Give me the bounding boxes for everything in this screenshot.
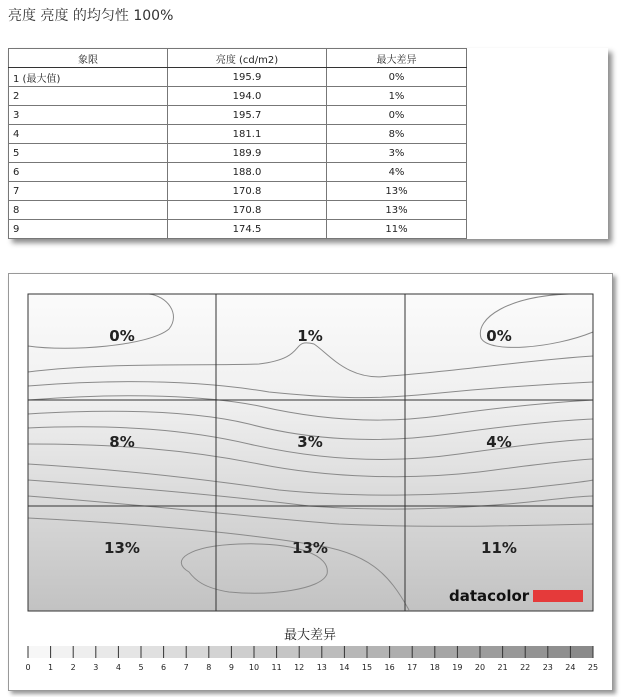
- colorbar-segment: [525, 646, 548, 658]
- colorbar-tick-label: 18: [429, 663, 440, 672]
- uniformity-chart-panel: [8, 273, 613, 691]
- table-cell: 11%: [327, 220, 467, 239]
- datacolor-logo-text: datacolor: [449, 587, 530, 605]
- table-cell: 181.1: [168, 125, 327, 144]
- colorbar-segment: [186, 646, 209, 658]
- quadrant-label: 3%: [297, 433, 323, 451]
- table-cell: 174.5: [168, 220, 327, 239]
- quadrant-label: 8%: [109, 433, 135, 451]
- header-quadrant: 象限: [9, 49, 168, 68]
- table-row: [9, 68, 467, 87]
- table-body: [9, 68, 467, 239]
- colorbar-segment: [480, 646, 503, 658]
- table-cell: 4: [9, 125, 168, 144]
- colorbar-segment: [231, 646, 254, 658]
- colorbar-tick-label: 7: [183, 663, 189, 672]
- colorbar: [25, 646, 598, 672]
- colorbar-tick-label: 4: [115, 663, 121, 672]
- colorbar-tick-label: 5: [138, 663, 144, 672]
- table-cell: 13%: [327, 201, 467, 220]
- colorbar-tick-label: 19: [452, 663, 463, 672]
- colorbar-tick-label: 24: [565, 663, 576, 672]
- table-row: [9, 87, 467, 106]
- quadrant-label: 0%: [486, 327, 512, 345]
- table-cell: 170.8: [168, 182, 327, 201]
- colorbar-segment: [209, 646, 232, 658]
- quadrant-label: 13%: [104, 539, 140, 557]
- colorbar-segment: [344, 646, 367, 658]
- table-cell: 7: [9, 182, 168, 201]
- table-cell: 0%: [327, 106, 467, 125]
- colorbar-segment: [435, 646, 458, 658]
- colorbar-segment: [322, 646, 345, 658]
- quadrant-label: 4%: [486, 433, 512, 451]
- colorbar-tick-label: 20: [474, 663, 486, 672]
- table-cell: 194.0: [168, 87, 327, 106]
- colorbar-tick-label: 0: [25, 663, 31, 672]
- table-cell: 1%: [327, 87, 467, 106]
- colorbar-tick-label: 12: [294, 663, 305, 672]
- table-cell: 189.9: [168, 144, 327, 163]
- colorbar-segment: [51, 646, 74, 658]
- colorbar-segment: [548, 646, 571, 658]
- colorbar-tick-label: 14: [339, 663, 350, 672]
- table-row: [9, 106, 467, 125]
- table-row: [9, 220, 467, 239]
- colorbar-segment: [141, 646, 164, 658]
- colorbar-title: 最大差异: [283, 628, 337, 643]
- colorbar-segment: [367, 646, 390, 658]
- colorbar-segment: [277, 646, 300, 658]
- table-cell: 8%: [327, 125, 467, 144]
- colorbar-tick-label: 23: [542, 663, 553, 672]
- table-row: [9, 125, 467, 144]
- uniformity-table: [8, 48, 467, 239]
- table-row: [9, 163, 467, 182]
- table-cell: 3: [9, 106, 168, 125]
- colorbar-segment: [254, 646, 277, 658]
- table-cell: 13%: [327, 182, 467, 201]
- table-cell: 195.9: [168, 68, 327, 87]
- page-title: 亮度 亮度 的均匀性 100%: [8, 8, 174, 24]
- uniformity-table-panel: [8, 48, 608, 239]
- colorbar-tick-label: 17: [407, 663, 418, 672]
- colorbar-tick-label: 25: [587, 663, 599, 672]
- colorbar-segment: [503, 646, 526, 658]
- table-cell: 0%: [327, 68, 467, 87]
- colorbar-segment: [73, 646, 96, 658]
- colorbar-tick-label: 9: [228, 663, 234, 672]
- colorbar-tick-label: 16: [384, 663, 395, 672]
- table-cell: 5: [9, 144, 168, 163]
- quadrant-label: 11%: [481, 539, 517, 557]
- colorbar-segment: [570, 646, 593, 658]
- table-cell: 4%: [327, 163, 467, 182]
- colorbar-tick-label: 11: [271, 663, 282, 672]
- datacolor-logo-bar: [533, 590, 583, 602]
- colorbar-tick-label: 6: [161, 663, 167, 672]
- colorbar-tick-label: 21: [497, 663, 508, 672]
- colorbar-segment: [96, 646, 119, 658]
- colorbar-tick-label: 13: [316, 663, 327, 672]
- colorbar-tick-label: 10: [248, 663, 260, 672]
- colorbar-segment: [164, 646, 187, 658]
- table-cell: 1 (最大值): [9, 68, 168, 87]
- colorbar-segment: [118, 646, 141, 658]
- table-cell: 8: [9, 201, 168, 220]
- table-row: [9, 201, 467, 220]
- table-cell: 9: [9, 220, 168, 239]
- colorbar-segment: [390, 646, 413, 658]
- quadrant-label: 13%: [292, 539, 328, 557]
- table-cell: 3%: [327, 144, 467, 163]
- table-cell: 6: [9, 163, 168, 182]
- header-max-difference: 最大差异: [327, 49, 467, 68]
- colorbar-tick-label: 3: [93, 663, 99, 672]
- colorbar-tick-label: 8: [206, 663, 212, 672]
- colorbar-segment: [28, 646, 51, 658]
- table-cell: 170.8: [168, 201, 327, 220]
- header-luminance: 亮度 (cd/m2): [168, 49, 327, 68]
- table-header-row: [9, 49, 467, 68]
- colorbar-segment: [457, 646, 480, 658]
- colorbar-tick-label: 15: [361, 663, 373, 672]
- quadrant-label: 0%: [109, 327, 135, 345]
- table-cell: 195.7: [168, 106, 327, 125]
- table-row: [9, 144, 467, 163]
- uniformity-chart: [9, 274, 612, 690]
- colorbar-tick-label: 2: [70, 663, 76, 672]
- quadrant-label: 1%: [297, 327, 323, 345]
- colorbar-segment: [412, 646, 435, 658]
- table-row: [9, 182, 467, 201]
- table-cell: 2: [9, 87, 168, 106]
- table-cell: 188.0: [168, 163, 327, 182]
- colorbar-tick-label: 1: [48, 663, 54, 672]
- colorbar-segment: [299, 646, 322, 658]
- colorbar-tick-label: 22: [520, 663, 531, 672]
